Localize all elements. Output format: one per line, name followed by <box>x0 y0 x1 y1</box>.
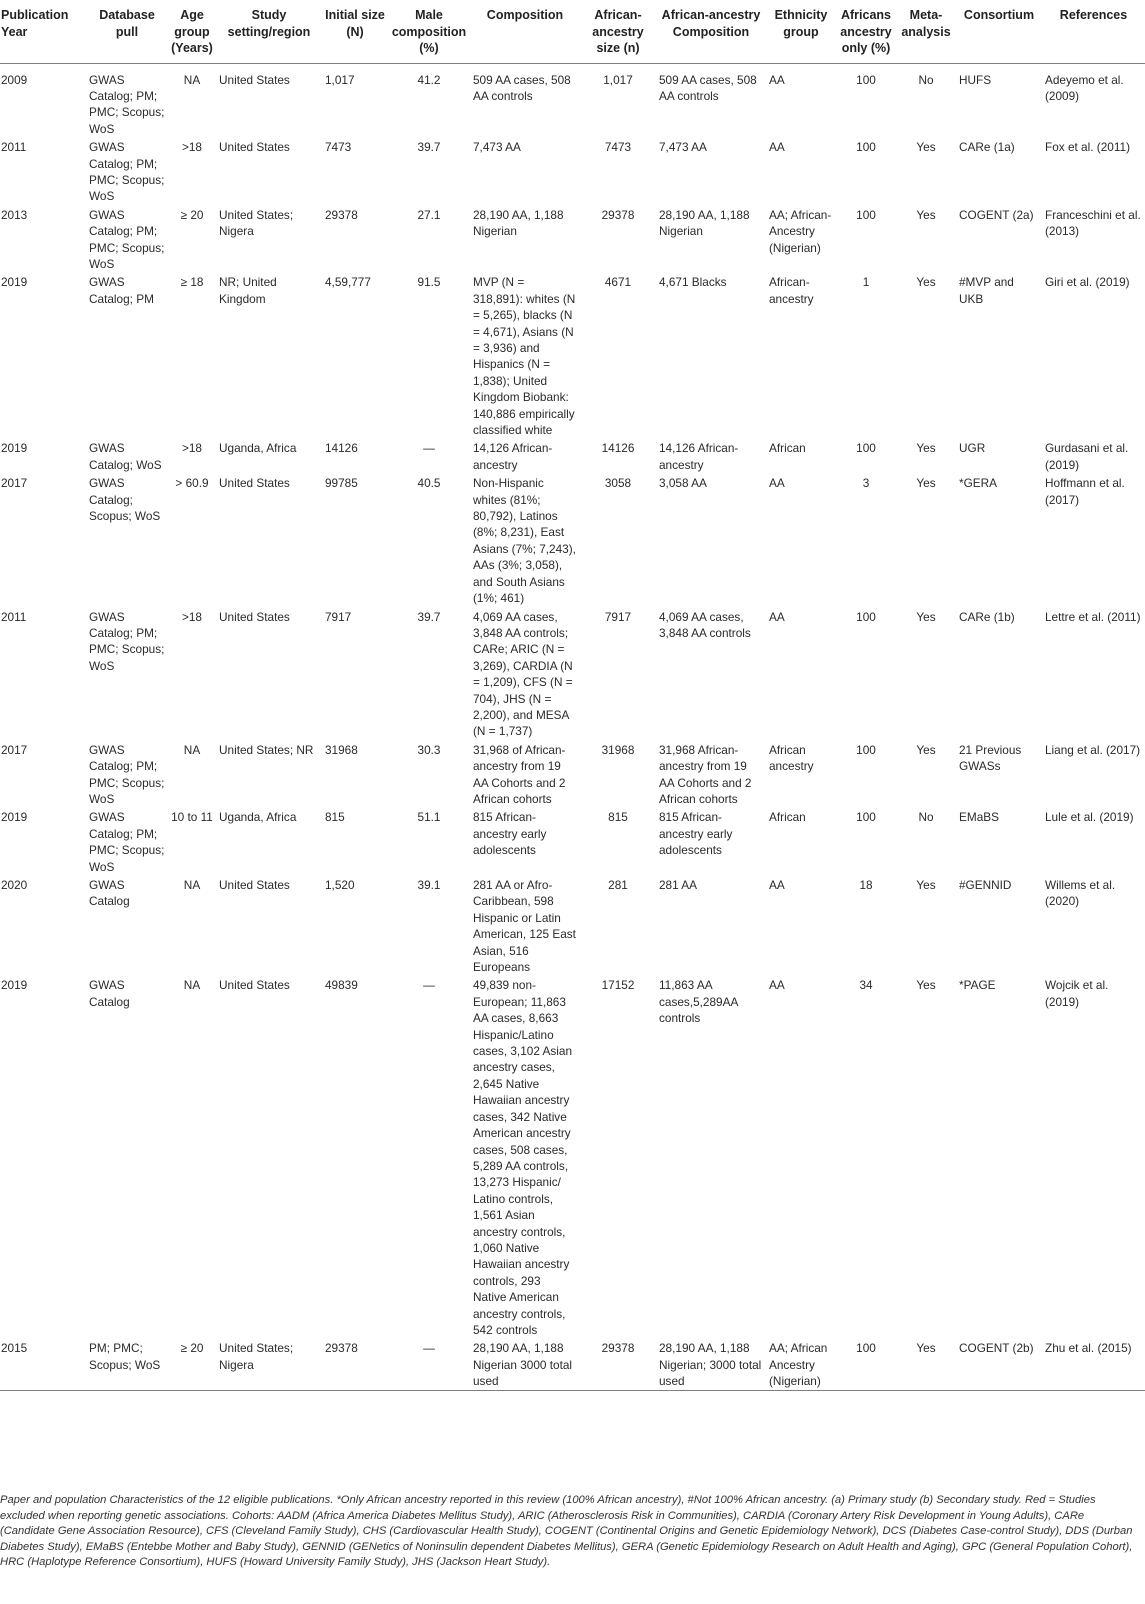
meta-analysis-cell: Yes <box>916 275 936 290</box>
african-ancestry-composition-cell: 281 AA <box>659 878 698 892</box>
table-row <box>0 205 1145 273</box>
header-african-ancestry-composition: African-ancestry Composition <box>656 0 766 63</box>
age-group-cell: >18 <box>181 140 202 155</box>
ethnicity-group-cell: AA; African Ancestry (Nigerian) <box>766 1338 836 1390</box>
reference-cell: Giri et al. (2019) <box>1045 275 1130 290</box>
age-group-cell: ≥ 20 <box>168 1338 216 1390</box>
meta-analysis-cell: Yes <box>896 1338 956 1390</box>
table-row <box>0 63 1145 137</box>
african-ancestry-composition-cell: 7,473 AA <box>659 140 707 155</box>
ethnicity-group-cell: African ancestry <box>769 742 814 774</box>
meta-analysis-cell: Yes <box>916 978 936 993</box>
study-setting-cell: United States; NR <box>219 742 314 757</box>
study-setting-cell: United States <box>219 878 290 892</box>
african-ancestry-size-cell: 31968 <box>601 742 635 757</box>
age-group-cell: ≥ 20 <box>180 207 204 222</box>
table-row <box>0 1338 1145 1390</box>
table-header <box>0 0 1145 63</box>
african-ancestry-composition-cell: 31,968 African-ancestry from 19 AA Cohorts and 2 African cohorts <box>659 742 752 806</box>
age-group-cell: > 60.9 <box>175 476 209 491</box>
database-pull-cell: GWAS Catalog; PM; PMC; Scopus; WoS <box>89 207 165 271</box>
ethnicity-group-cell: African-ancestry <box>769 275 814 306</box>
african-ancestry-composition-cell: 14,126 African-ancestry <box>659 441 739 472</box>
age-group-cell: NA <box>183 878 201 892</box>
publication-year-cell: 2011 <box>1 609 27 624</box>
publication-year-cell: 2013 <box>1 207 28 222</box>
africans-ancestry-only-cell: 100 <box>836 1338 896 1390</box>
reference-cell: Fox et al. (2011) <box>1045 140 1131 155</box>
reference-cell: Zhu et al. (2015) <box>1042 1338 1145 1390</box>
table-body <box>0 63 1145 1390</box>
consortium-cell: *GERA <box>959 476 998 491</box>
table-row <box>0 473 1145 606</box>
initial-size-cell: 1,520 <box>325 878 355 892</box>
ethnicity-group-cell: AA <box>769 609 785 624</box>
african-ancestry-composition-cell: 28,190 AA, 1,188 Nigerian; 3000 total used <box>656 1338 766 1390</box>
publication-year-cell: 2019 <box>1 978 28 993</box>
africans-ancestry-only-cell: 100 <box>856 207 876 222</box>
male-composition-cell: 39.7 <box>417 140 441 155</box>
composition-cell: 281 AA or Afro-Caribbean, 598 Hispanic or Latin American, 125 East Asian, 516 Europeans <box>473 878 576 975</box>
initial-size-cell: 31968 <box>325 742 358 757</box>
table-row <box>0 975 1145 1338</box>
african-ancestry-composition-cell: 11,863 AA cases,5,289AA controls <box>659 978 738 1026</box>
african-ancestry-size-cell: 1,017 <box>603 72 633 87</box>
male-composition-cell: 30.3 <box>417 742 441 757</box>
age-group-cell: ≥ 18 <box>180 275 204 290</box>
age-group-cell: NA <box>183 72 201 87</box>
meta-analysis-cell: No <box>918 810 934 825</box>
table-caption: Paper and population Characteristics of the 12 eligible publications. *Only African ancestry reported in this review (100% African ancestry), #Not 100% African ancestry. (a) Primary study (b) Secondary study. Red = Studies excluded when reporting genetic associations. Cohorts: AADM (Africa America Diabetes Mellitus Study), ARIC (Atherosclerosis Risk in Communities), CARDIA (Coronary Artery Risk Development in Young Adults), CARe (Candidate Gene Association Resource), CFS (Cleveland Family Study), CHS (Cardiovascular Health Study), COGENT (Continental Origins and Genetic Epidemiology Network), DCS (Diabetes Case-control Study), DDS (Durban Diabetes Study), EMaBS (Entebbe Mother and Baby Study), GENNID (GENetics of Noninsulin dependent Diabetes Mellitus), GERA (Genetic Epidemiology Research on Adult Health and Aging), GPC (General Population Cohort), HRC (Haplotype Reference Consortium), HUFS (Howard University Family Study), JHS (Jackson Heart Study). <box>0 1494 1133 1568</box>
study-setting-cell: United States; Nigera <box>219 207 294 239</box>
composition-cell: Non-Hispanic whites (81%; 80,792), Latinos (8%; 8,231), East Asians (7%; 7,243), AAs (3%; 3,058), and South Asians (1%; 461) <box>473 476 576 606</box>
database-pull-cell: GWAS Catalog; PM <box>89 275 154 306</box>
header-row <box>0 0 1145 63</box>
table-row <box>0 807 1145 875</box>
reference-cell: Lettre et al. (2011) <box>1045 609 1141 624</box>
ethnicity-group-cell: AA <box>769 878 785 892</box>
reference-cell: Liang et al. (2017) <box>1045 742 1141 757</box>
age-group-cell: >18 <box>181 609 202 624</box>
african-ancestry-size-cell: 14126 <box>601 441 635 456</box>
africans-ancestry-only-cell: 100 <box>856 441 876 456</box>
header-references: References <box>1042 0 1145 63</box>
study-setting-cell: United States; Nigera <box>216 1338 322 1390</box>
ethnicity-group-cell: African <box>769 441 806 456</box>
database-pull-cell: GWAS Catalog; PM; PMC; Scopus; WoS <box>89 810 165 874</box>
africans-ancestry-only-cell: 34 <box>859 978 873 993</box>
africans-ancestry-only-cell: 18 <box>859 878 873 892</box>
header-african-ancestry-size: African-ancestry size (n) <box>580 0 656 63</box>
database-pull-cell: GWAS Catalog; PM; PMC; Scopus; WoS <box>89 742 165 806</box>
database-pull-cell: GWAS Catalog <box>89 978 130 1009</box>
header-meta-analysis: Meta-analysis <box>896 0 956 63</box>
consortium-cell: #MVP and UKB <box>959 275 1014 306</box>
consortium-cell: UGR <box>959 441 986 456</box>
consortium-cell: *PAGE <box>959 978 996 993</box>
consortium-cell: HUFS <box>959 72 992 87</box>
reference-cell: Lule et al. (2019) <box>1045 810 1134 825</box>
publication-year-cell: 2019 <box>1 810 28 825</box>
african-ancestry-size-cell: 4671 <box>604 275 632 290</box>
africans-ancestry-only-cell: 100 <box>856 810 876 825</box>
age-group-cell: NA <box>183 742 201 757</box>
african-ancestry-size-cell: 29378 <box>601 207 635 222</box>
initial-size-cell: 1,017 <box>325 72 355 87</box>
composition-cell: 4,069 AA cases, 3,848 AA controls; CARe; ARIC (N = 3,269), CARDIA (N = 1,209), CFS (N = 704), JHS (N = 2,200), and MESA (N = 1,737) <box>473 609 573 739</box>
africans-ancestry-only-cell: 3 <box>862 476 870 491</box>
study-setting-cell: United States <box>219 978 290 993</box>
database-pull-cell: GWAS Catalog <box>89 878 130 909</box>
consortium-cell: EMaBS <box>959 810 999 825</box>
header-study-setting: Study setting/region <box>216 0 322 63</box>
african-ancestry-size-cell: 815 <box>608 810 628 825</box>
initial-size-cell: 49839 <box>325 978 358 993</box>
composition-cell: 7,473 AA <box>473 140 521 155</box>
ethnicity-group-cell: AA <box>769 476 785 491</box>
publication-year-cell: 2019 <box>1 275 28 290</box>
table-row <box>0 607 1145 740</box>
africans-ancestry-only-cell: 100 <box>856 742 876 757</box>
header-male-composition: Male composition (%) <box>388 0 470 63</box>
male-composition-cell: 41.2 <box>417 72 441 87</box>
composition-cell: 31,968 of African-ancestry from 19 AA Cohorts and 2 African cohorts <box>473 742 566 806</box>
study-setting-cell: United States <box>219 609 290 624</box>
meta-analysis-cell: Yes <box>916 441 936 456</box>
male-composition-cell: 27.1 <box>417 207 441 222</box>
african-ancestry-size-cell: 7473 <box>604 140 632 155</box>
study-setting-cell: Uganda, Africa <box>219 441 297 456</box>
table-row <box>0 740 1145 808</box>
meta-analysis-cell: Yes <box>916 207 936 222</box>
african-ancestry-composition-cell: 3,058 AA <box>659 476 707 491</box>
meta-analysis-cell: Yes <box>916 742 936 757</box>
study-setting-cell: United States <box>219 476 290 491</box>
publication-year-cell: 2015 <box>0 1338 86 1390</box>
initial-size-cell: 7917 <box>325 609 352 624</box>
male-composition-cell: — <box>423 978 435 993</box>
consortium-cell: #GENNID <box>959 878 1012 892</box>
header-database-pull: Database pull <box>86 0 168 63</box>
age-group-cell: 10 to 11 <box>171 810 213 825</box>
composition-cell: 28,190 AA, 1,188 Nigerian <box>473 207 564 239</box>
initial-size-cell: 7473 <box>325 140 352 155</box>
header-publication-year: Publication Year <box>0 0 86 63</box>
study-setting-cell: NR; United Kingdom <box>219 275 277 306</box>
african-ancestry-size-cell: 17152 <box>601 978 635 993</box>
male-composition-cell: — <box>388 1338 470 1390</box>
database-pull-cell: GWAS Catalog; PM; PMC; Scopus; WoS <box>89 72 165 136</box>
consortium-cell: 21 Previous GWASs <box>959 742 1022 774</box>
consortium-cell: CARe (1b) <box>959 609 1015 624</box>
africans-ancestry-only-cell: 100 <box>856 609 876 624</box>
publication-year-cell: 2019 <box>1 441 28 456</box>
reference-cell: Franceschini et al. (2013) <box>1045 207 1141 239</box>
male-composition-cell: 91.5 <box>417 275 441 290</box>
male-composition-cell: 39.7 <box>417 609 441 624</box>
reference-cell: Wojcik et al. (2019) <box>1045 978 1109 1009</box>
meta-analysis-cell: Yes <box>916 609 936 624</box>
meta-analysis-cell: No <box>918 72 934 87</box>
initial-size-cell: 29378 <box>325 207 358 222</box>
male-composition-cell: 40.5 <box>417 476 441 491</box>
study-setting-cell: Uganda, Africa <box>219 810 297 825</box>
table-row <box>0 137 1145 205</box>
publication-year-cell: 2020 <box>1 878 28 892</box>
ethnicity-group-cell: AA <box>769 978 785 993</box>
database-pull-cell: GWAS Catalog; WoS <box>89 441 162 472</box>
database-pull-cell: GWAS Catalog; Scopus; WoS <box>89 476 161 524</box>
meta-analysis-cell: Yes <box>916 878 936 892</box>
african-ancestry-size-cell: 7917 <box>604 609 632 624</box>
header-consortium: Consortium <box>956 0 1042 63</box>
composition-cell: MVP (N = 318,891): whites (N = 5,265), blacks (N = 4,671), Asians (N = 3,936) and Hispanics (N = 1,838); United Kingdom Biobank: 140,886 empirically classified white <box>473 275 576 438</box>
reference-cell: Hoffmann et al. (2017) <box>1045 476 1125 507</box>
composition-cell: 815 African-ancestry early adolescents <box>473 810 547 858</box>
african-ancestry-size-cell: 29378 <box>580 1338 656 1390</box>
table-row <box>0 875 1145 975</box>
study-setting-cell: United States <box>219 72 290 87</box>
africans-ancestry-only-cell: 100 <box>856 72 876 87</box>
ethnicity-group-cell: African <box>769 810 806 825</box>
database-pull-cell: GWAS Catalog; PM; PMC; Scopus; WoS <box>89 609 165 673</box>
male-composition-cell: — <box>423 441 435 456</box>
african-ancestry-composition-cell: 815 African-ancestry early adolescents <box>659 810 733 858</box>
african-ancestry-composition-cell: 509 AA cases, 508 AA controls <box>659 72 757 103</box>
initial-size-cell: 4,59,777 <box>325 275 371 290</box>
composition-cell: 14,126 African-ancestry <box>473 441 553 472</box>
publication-year-cell: 2009 <box>1 72 28 87</box>
header-composition: Composition <box>470 0 580 63</box>
study-setting-cell: United States <box>219 140 290 155</box>
table-row <box>0 272 1145 438</box>
composition-cell: 49,839 non-European; 11,863 AA cases, 8,663 Hispanic/Latino cases, 3,102 Asian ancestry cases, 2,645 Native Hawaiian ancestry cases, 342 Native American ancestry cases, 508 cases, 5,289 AA controls, 13,273 Hispanic/ Latino controls, 1,561 Asian ancestry controls, 1,060 Native Hawaiian ancestry controls, 293 Native American ancestry controls, 542 controls <box>473 978 573 1337</box>
publication-year-cell: 2017 <box>1 742 28 757</box>
male-composition-cell: 39.1 <box>417 878 441 892</box>
ethnicity-group-cell: AA <box>769 140 785 155</box>
publication-year-cell: 2011 <box>1 140 27 155</box>
meta-analysis-cell: Yes <box>916 140 936 155</box>
composition-cell: 28,190 AA, 1,188 Nigerian 3000 total used <box>470 1338 580 1390</box>
africans-ancestry-only-cell: 1 <box>862 275 870 290</box>
consortium-cell: COGENT (2a) <box>959 207 1034 222</box>
header-initial-size: Initial size (N) <box>322 0 388 63</box>
ethnicity-group-cell: AA; African-Ancestry (Nigerian) <box>769 207 832 255</box>
database-pull-cell: PM; PMC; Scopus; WoS <box>86 1338 168 1390</box>
reference-cell: Gurdasani et al. (2019) <box>1045 441 1129 472</box>
header-africans-ancestry-only: Africans ancestry only (%) <box>836 0 896 63</box>
ethnicity-group-cell: AA <box>769 72 785 87</box>
african-ancestry-composition-cell: 28,190 AA, 1,188 Nigerian <box>659 207 750 239</box>
table-row <box>0 438 1145 473</box>
african-ancestry-size-cell: 3058 <box>604 476 632 491</box>
composition-cell: 509 AA cases, 508 AA controls <box>473 72 571 103</box>
reference-cell: Willems et al. (2020) <box>1045 878 1116 909</box>
african-ancestry-composition-cell: 4,671 Blacks <box>659 275 727 290</box>
initial-size-cell: 815 <box>325 810 345 825</box>
database-pull-cell: GWAS Catalog; PM; PMC; Scopus; WoS <box>89 140 165 204</box>
initial-size-cell: 14126 <box>325 441 358 456</box>
male-composition-cell: 51.1 <box>417 810 441 825</box>
age-group-cell: NA <box>183 978 201 993</box>
consortium-cell: CARe (1a) <box>959 140 1015 155</box>
meta-analysis-cell: Yes <box>916 476 936 491</box>
africans-ancestry-only-cell: 100 <box>856 140 876 155</box>
header-age-group: Age group (Years) <box>168 0 216 63</box>
african-ancestry-composition-cell: 4,069 AA cases, 3,848 AA controls <box>659 609 751 640</box>
initial-size-cell: 99785 <box>325 476 358 491</box>
reference-cell: Adeyemo et al. (2009) <box>1045 72 1124 103</box>
initial-size-cell: 29378 <box>322 1338 388 1390</box>
african-ancestry-size-cell: 281 <box>608 878 628 892</box>
header-ethnicity-group: Ethnicity group <box>766 0 836 63</box>
age-group-cell: >18 <box>181 441 202 456</box>
publication-year-cell: 2017 <box>1 476 28 491</box>
consortium-cell: COGENT (2b) <box>956 1338 1042 1390</box>
